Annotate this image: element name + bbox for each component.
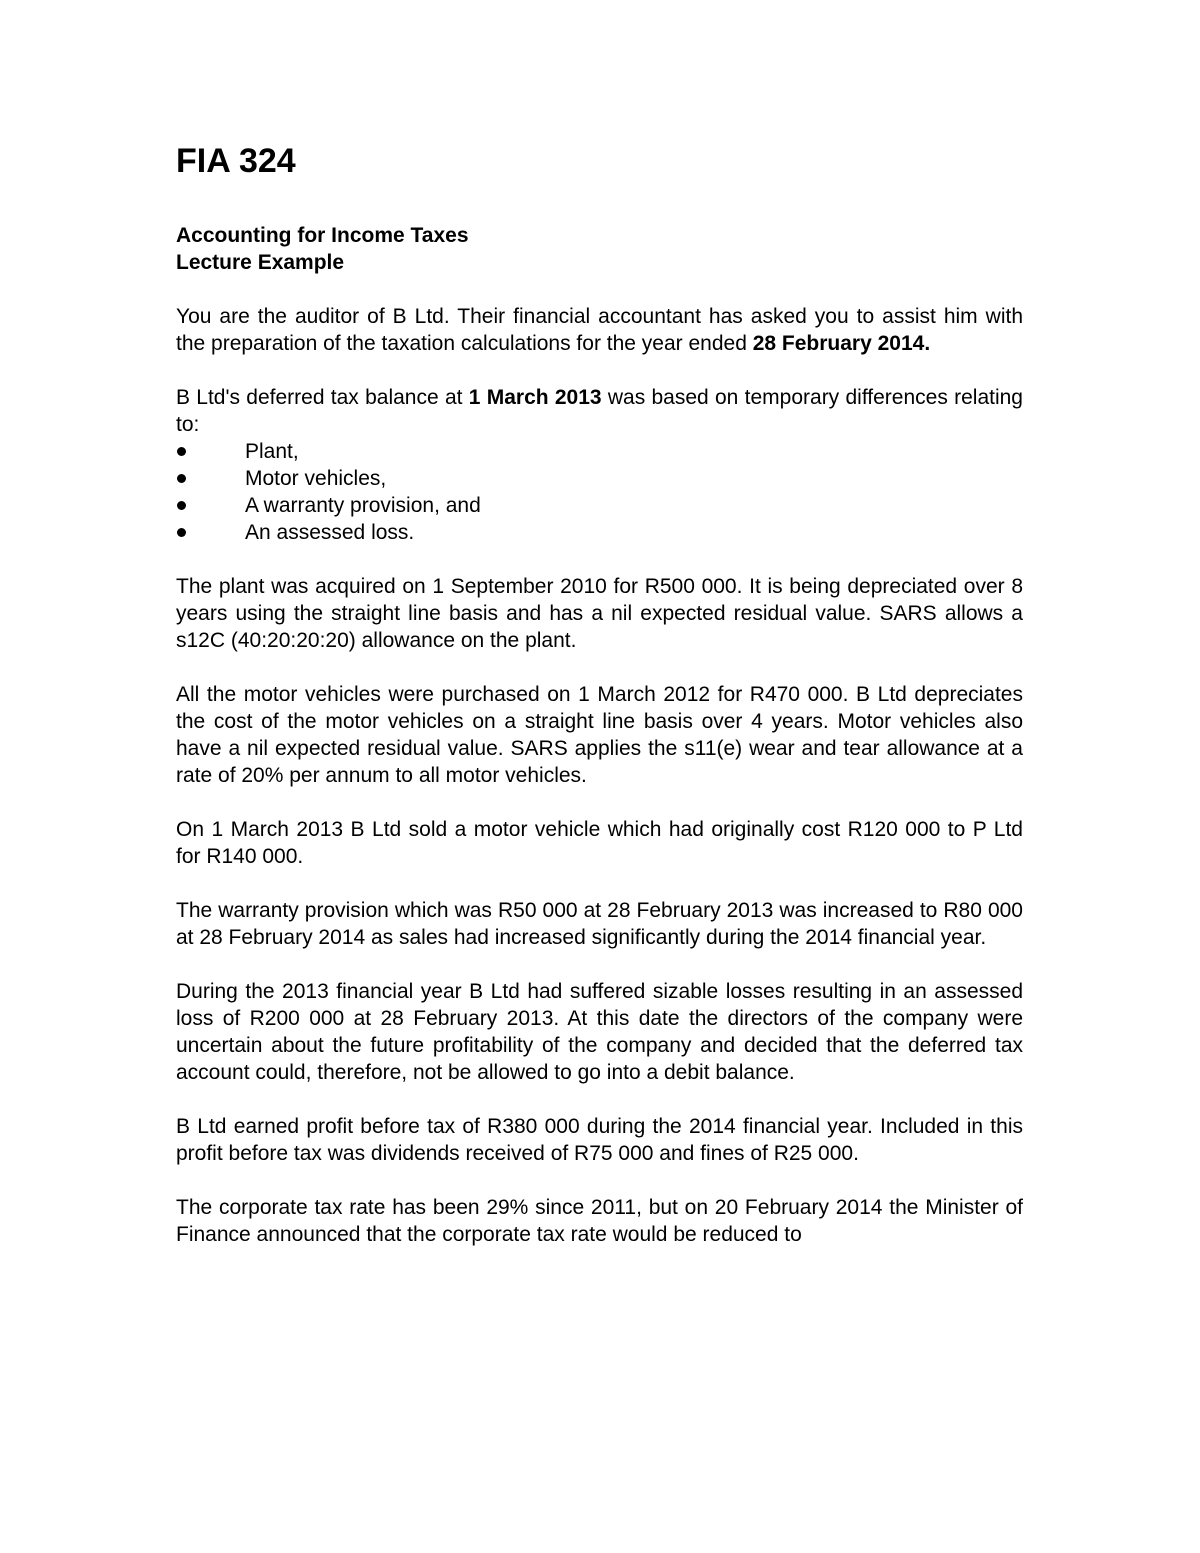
temporary-differences-list — [176, 438, 1023, 546]
paragraph-deferred-tax-text-before: B Ltd's deferred tax balance at — [176, 386, 469, 409]
list-item — [176, 465, 1023, 492]
paragraph-tax-rate: The corporate tax rate has been 29% since 2011, but on 20 February 2014 the Minister of Finance announced that the corporate tax rate would be reduced to — [176, 1196, 1023, 1246]
paragraph-warranty-provision: The warranty provision which was R50 000 at 28 February 2013 was increased to R80 000 at 28 February 2014 as sales had increased significantly during the 2014 financial year. — [176, 899, 1023, 949]
document-subtitle-example: Lecture Example — [176, 251, 345, 274]
bullet-icon — [177, 447, 186, 456]
paragraph-deferred-tax-date: 1 March 2013 — [468, 386, 602, 409]
paragraph-intro — [176, 303, 1023, 357]
list-item — [176, 438, 1023, 465]
paragraph-deferred-tax-text-after: was based on temporary differences relating to: — [176, 386, 1023, 436]
bullet-icon — [177, 474, 186, 483]
list-item — [176, 492, 1023, 519]
bullet-icon — [177, 528, 186, 537]
paragraph-profit-before-tax: B Ltd earned profit before tax of R380 000 during the 2014 financial year. Included in this profit before tax was dividends received of R75 000 and fines of R25 000. — [176, 1115, 1023, 1165]
paragraph-motor-vehicles: All the motor vehicles were purchased on 1 March 2012 for R470 000. B Ltd depreciates the cost of the motor vehicles on a straight line basis over 4 years. Motor vehicles also have a nil expected residual value. SARS applies the s11(e) wear and tear allowance at a rate of 20% per annum to all motor vehicles. — [176, 683, 1023, 787]
document-title: FIA 324 — [176, 142, 296, 180]
list-item-text: A warranty provision, and — [245, 494, 481, 517]
paragraph-plant: The plant was acquired on 1 September 2010 for R500 000. It is being depreciated over 8 years using the straight line basis and has a nil expected residual value. SARS allows a s12C (40:20:20:20) allowance on the plant. — [176, 575, 1023, 652]
paragraph-intro-text: You are the auditor of B Ltd. Their financial accountant has asked you to assist him with the preparation of the taxation calculations for the year ended — [176, 305, 1023, 355]
list-item-text: Plant, — [245, 440, 299, 463]
paragraph-vehicle-sale: On 1 March 2013 B Ltd sold a motor vehicle which had originally cost R120 000 to P Ltd for R140 000. — [176, 818, 1023, 868]
document-subtitle-topic: Accounting for Income Taxes — [176, 224, 469, 247]
paragraph-intro-date: 28 February 2014. — [752, 332, 931, 355]
list-item-text: An assessed loss. — [245, 521, 415, 544]
list-item — [176, 519, 1023, 546]
bullet-icon — [177, 501, 186, 510]
list-item-text: Motor vehicles, — [245, 467, 387, 490]
paragraph-assessed-loss: During the 2013 financial year B Ltd had suffered sizable losses resulting in an assessed loss of R200 000 at 28 February 2013. At this date the directors of the company were uncertain about the future profitability of the company and decided that the deferred tax account could, therefore, not be allowed to go into a debit balance. — [176, 980, 1023, 1084]
paragraph-deferred-tax — [176, 384, 1023, 438]
document-page — [176, 138, 1023, 1275]
